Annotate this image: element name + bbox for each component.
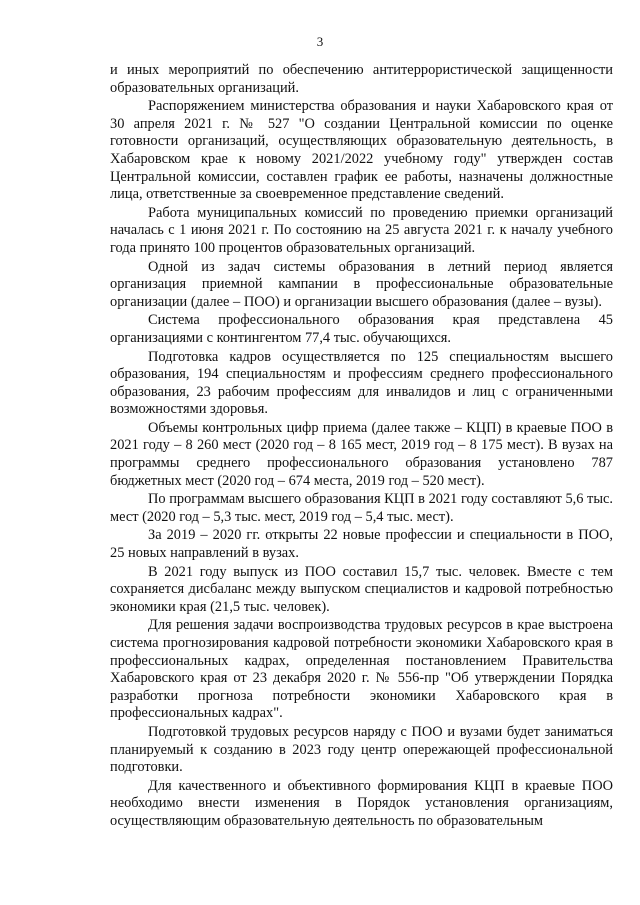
page-number: 3	[316, 34, 324, 49]
paragraph-continuation: и иных мероприятий по обеспечению антитеррористической защищенности образовательных организаций.	[110, 62, 613, 96]
document-body	[110, 62, 613, 832]
paragraph-graduates: В 2021 году выпуск из ПОО составил 15,7 тыс. человек. Вместе с тем сохраняется дисбаланс между выпуском специалистов и кадровой потребностью экономики края (21,5 тыс. человек).	[110, 563, 613, 615]
paragraph-admission-targets: Объемы контрольных цифр приема (далее также – КЦП) в краевые ПОО в 2021 году – 8 260 мест (2020 год – 8 165 мест, 2019 год – 8 175 мест). В вузах на программы среднего профессионального образования установлено 787 бюджетных мест (2020 год – 674 места, 2019 год – 520 мест).	[110, 419, 613, 489]
paragraph-training-center: Подготовкой трудовых ресурсов наряду с ПОО и вузами будет заниматься планируемый к созданию в 2023 году центр опережающей профессиональной подготовки.	[110, 723, 613, 776]
paragraph-higher-education-targets: По программам высшего образования КЦП в 2021 году составляют 5,6 тыс. мест (2020 год – 5,3 тыс. мест, 2019 год – 5,4 тыс. мест).	[110, 491, 613, 525]
paragraph-admission-campaign: Одной из задач системы образования в летний период является организация приемной кампании в профессиональные образовательные организации (далее – ПОО) и организации высшего образования (далее – вузы).	[110, 258, 613, 310]
paragraph-new-professions: За 2019 – 2020 гг. открыты 22 новые профессии и специальности в ПОО, 25 новых направлений в вузах.	[110, 527, 613, 562]
paragraph-training-specialties: Подготовка кадров осуществляется по 125 специальностям высшего образования, 194 специальностям и профессиям среднего профессионального образования, 23 рабочим профессиям для инвалидов и лиц с ограниченными возможностями здоровья.	[110, 348, 613, 418]
paragraph-vocational-system: Система профессионального образования края представлена 45 организациями с контингентом 77,4 тыс. обучающихся.	[110, 312, 613, 346]
paragraph-forecasting-system: Для решения задачи воспроизводства трудовых ресурсов в крае выстроена система прогнозирования кадровой потребности экономики Хабаровского края в профессиональных кадрах, определенная постановлением Правительства Хабаровского края от 23 декабря 2020 г. № 556-пр "Об утверждении Порядка разработки прогноза потребности экономики Хабаровского края в профессиональных кадрах".	[110, 617, 613, 722]
paragraph-procedure-changes: Для качественного и объективного формирования КЦП в краевые ПОО необходимо внести изменения в Порядок установления организациям, осуществляющим образовательную деятельность по образовательным	[110, 777, 613, 829]
paragraph-order-527: Распоряжением министерства образования и науки Хабаровского края от 30 апреля 2021 г. № 527 "О создании Центральной комиссии по оценке готовности организаций, осуществляющих образовательную деятельность, в Хабаровском крае к новому 2021/2022 учебному году" утвержден состав Центральной комиссии, составлен график ее работы, назначены должностные лица, ответственные за своевременное представление сведений.	[110, 98, 613, 203]
paragraph-municipal-commissions: Работа муниципальных комиссий по проведению приемки организаций началась с 1 июня 2021 г. По состоянию на 25 августа 2021 г. к началу учебного года принято 100 процентов образовательных организаций.	[110, 204, 613, 256]
